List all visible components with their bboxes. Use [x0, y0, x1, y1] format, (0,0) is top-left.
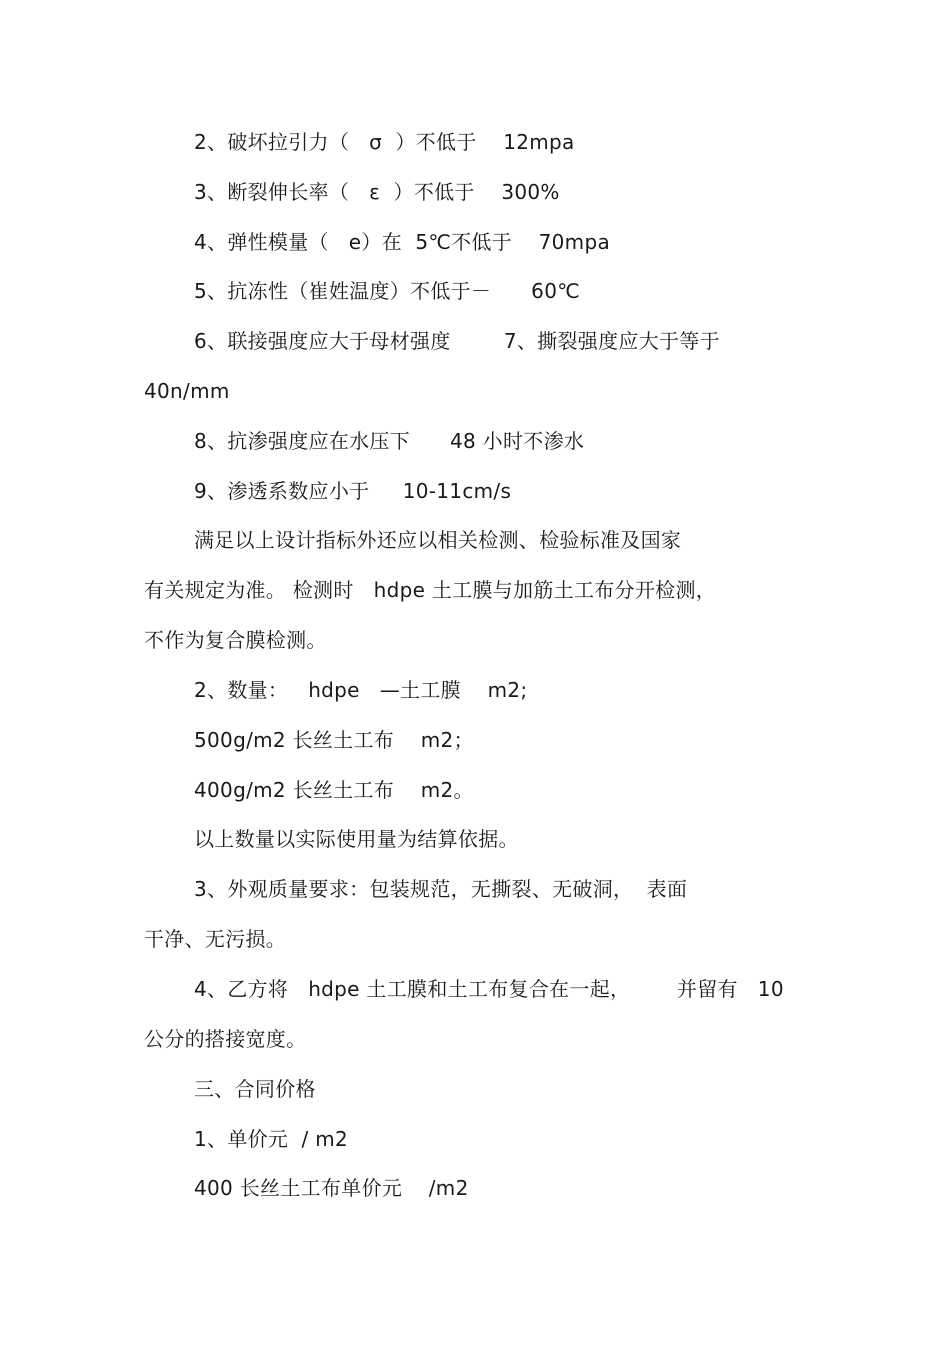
paragraph-standards-line-2: 有关规定为准。 检测时 hdpe 土工膜与加筋土工布分开检测， [144, 578, 717, 602]
price-line-unit-price: 1、单价元 / m2 [194, 1127, 349, 1151]
spec-line-frost-resistance: 5、抗冻性（崔姓温度）不低于－ 60℃ [194, 279, 580, 303]
spec-line-joint-and-tear-strength: 6、联接强度应大于母材强度 7、撕裂强度应大于等于 [194, 329, 720, 353]
composite-requirement-line-1: 4、乙方将 hdpe 土工膜和土工布复合在一起， 并留有 10 [194, 977, 784, 1001]
quantity-line-500g: 500g/m2 长丝土工布 m2； [194, 728, 474, 752]
quantity-settlement-note: 以上数量以实际使用量为结算依据。 [194, 827, 519, 851]
spec-line-permeability-coefficient: 9、渗透系数应小于 10-11cm/s [194, 479, 512, 503]
appearance-quality-line-2: 干净、无污损。 [144, 927, 287, 951]
spec-line-impermeability: 8、抗渗强度应在水压下 48 小时不渗水 [194, 429, 585, 453]
spec-line-elastic-modulus: 4、弹性模量（ e）在 5℃不低于 70mpa [194, 230, 611, 254]
composite-requirement-line-2: 公分的搭接宽度。 [144, 1027, 307, 1051]
paragraph-standards-line-1: 满足以上设计指标外还应以相关检测、检验标准及国家 [194, 528, 682, 552]
quantity-line-400g: 400g/m2 长丝土工布 m2。 [194, 778, 474, 802]
price-line-400-filament: 400 长丝土工布单价元 /m2 [194, 1176, 469, 1200]
appearance-quality-line-1: 3、外观质量要求：包装规范，无撕裂、无破洞， 表面 [194, 877, 688, 901]
paragraph-standards-line-3: 不作为复合膜检测。 [144, 628, 327, 652]
quantity-line-hdpe: 2、数量： hdpe —土工膜 m2; [194, 678, 528, 702]
spec-line-elongation: 3、断裂伸长率（ ε ）不低于 300% [194, 180, 560, 204]
spec-line-tensile-strength: 2、破坏拉引力（ σ ）不低于 12mpa [194, 130, 575, 154]
spec-line-tear-strength-value: 40n/mm [144, 379, 230, 403]
section-heading-contract-price: 三、合同价格 [194, 1077, 316, 1101]
